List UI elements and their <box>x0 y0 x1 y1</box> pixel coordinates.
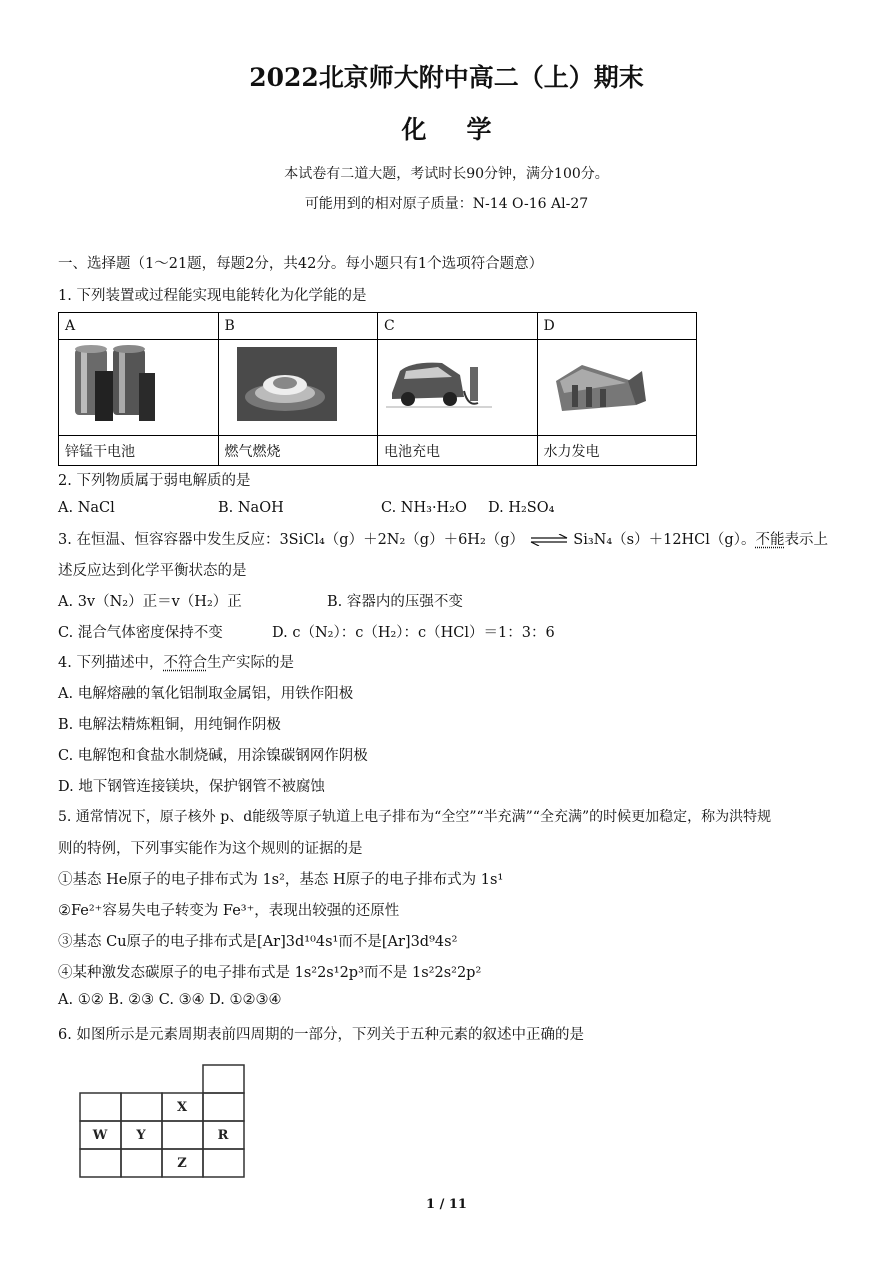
q3-stem-line2: 述反应达到化学平衡状态的是 <box>58 563 247 579</box>
exam-info: 本试卷有二道大题，考试时长90分钟，满分100分。 <box>284 166 609 182</box>
q2-option-c: C. NH₃·H₂O <box>381 500 467 516</box>
q5-statement-3: ③基态 Cu原子的电子排布式是[Ar]3d¹⁰4s¹而不是[Ar]3d⁹4s² <box>58 934 458 950</box>
q2-option-a: A. NaCl <box>58 500 115 516</box>
q3-stem-emphasis: 不能 <box>755 532 785 548</box>
option-letter: D <box>537 313 697 340</box>
option-letter: B <box>218 313 378 340</box>
q5-statement-1: ①基态 He原子的电子排布式为 1s²，基态 H原子的电子排布式为 1s¹ <box>58 872 504 888</box>
q4-stem-part: 生产实际的是 <box>206 655 294 671</box>
q5-stem-line2: 则的特例，下列事实能作为这个规则的证据的是 <box>58 841 363 857</box>
q3-option-c: C. 混合气体密度保持不变 <box>58 625 223 641</box>
option-label: 锌锰干电池 <box>59 436 219 466</box>
q4-option-b: B. 电解法精炼粗铜，用纯铜作阴极 <box>58 717 281 733</box>
q5-options: A. ①② B. ②③ C. ③④ D. ①②③④ <box>58 992 282 1008</box>
q3-option-d: D. c（N₂）：c（H₂）：c（HCl）＝1：3：6 <box>272 625 555 641</box>
option-label: 水力发电 <box>537 436 697 466</box>
element-x: X <box>176 1100 188 1115</box>
ev-charging-image <box>378 340 538 436</box>
option-letter: A <box>59 313 219 340</box>
gas-burner-image <box>218 340 378 436</box>
q1-options-table <box>58 312 697 466</box>
q2-option-d: D. H₂SO₄ <box>488 500 555 516</box>
subject-title: 化学 <box>401 115 532 144</box>
element-r: R <box>217 1128 229 1143</box>
element-w: W <box>92 1128 108 1143</box>
page-number: 1 / 11 <box>426 1197 467 1212</box>
q4-option-d: D. 地下钢管连接镁块，保护钢管不被腐蚀 <box>58 779 325 795</box>
q5-statement-4: ④某种激发态碳原子的电子排布式是 1s²2s¹2p³而不是 1s²2s²2p² <box>58 965 482 981</box>
q5-stem-line1: 5. 通常情况下，原子核外 p、d能级等原子轨道上电子排布为“全空”“半充满”“全充满”的时候更加稳定，称为洪特规 <box>58 809 772 825</box>
q2-option-b: B. NaOH <box>218 500 284 516</box>
q3-stem-part: 表示上 <box>784 532 828 548</box>
q4-option-c: C. 电解饱和食盐水制烧碱，用涂镍碳钢网作阴极 <box>58 748 368 764</box>
q2-stem: 2. 下列物质属于弱电解质的是 <box>58 473 251 489</box>
q5-statement-2: ②Fe²⁺容易失电子转变为 Fe³⁺，表现出较强的还原性 <box>58 903 400 919</box>
element-y: Y <box>136 1128 146 1143</box>
q3-stem-part: Si₃N₄（s）＋12HCl（g）。 <box>573 532 756 548</box>
q1-stem: 1. 下列装置或过程能实现电能转化为化学能的是 <box>58 288 367 304</box>
q4-stem-emphasis: 不符合 <box>163 655 207 671</box>
q4-option-a: A. 电解熔融的氧化铝制取金属铝，用铁作阳极 <box>58 686 354 702</box>
hydropower-image <box>537 340 697 436</box>
section-heading: 一、选择题（1～21题，每题2分，共42分。每小题只有1个选项符合题意） <box>58 256 544 272</box>
periodic-table-fragment <box>78 1063 248 1181</box>
q4-stem-part: 4. 下列描述中， <box>58 655 164 671</box>
element-z: Z <box>177 1156 187 1171</box>
option-label: 电池充电 <box>378 436 538 466</box>
q3-option-a: A. 3v（N₂）正＝v（H₂）正 <box>58 594 242 610</box>
q3-stem-part: 3. 在恒温、恒容容器中发生反应：3SiCl₄（g）＋2N₂（g）＋6H₂（g） <box>58 532 525 548</box>
q3-stem <box>58 528 828 549</box>
battery-image <box>59 340 219 436</box>
equilibrium-arrow-icon <box>529 534 569 546</box>
q3-option-b: B. 容器内的压强不变 <box>327 594 463 610</box>
q4-stem <box>58 651 294 672</box>
option-label: 燃气燃烧 <box>218 436 378 466</box>
q6-stem: 6. 如图所示是元素周期表前四周期的一部分，下列关于五种元素的叙述中正确的是 <box>58 1027 584 1043</box>
option-letter: C <box>378 313 538 340</box>
page-title: 2022北京师大附中高二（上）期末 <box>249 63 644 92</box>
atomic-mass-info: 可能用到的相对原子质量：N-14 O-16 Al-27 <box>304 196 589 212</box>
